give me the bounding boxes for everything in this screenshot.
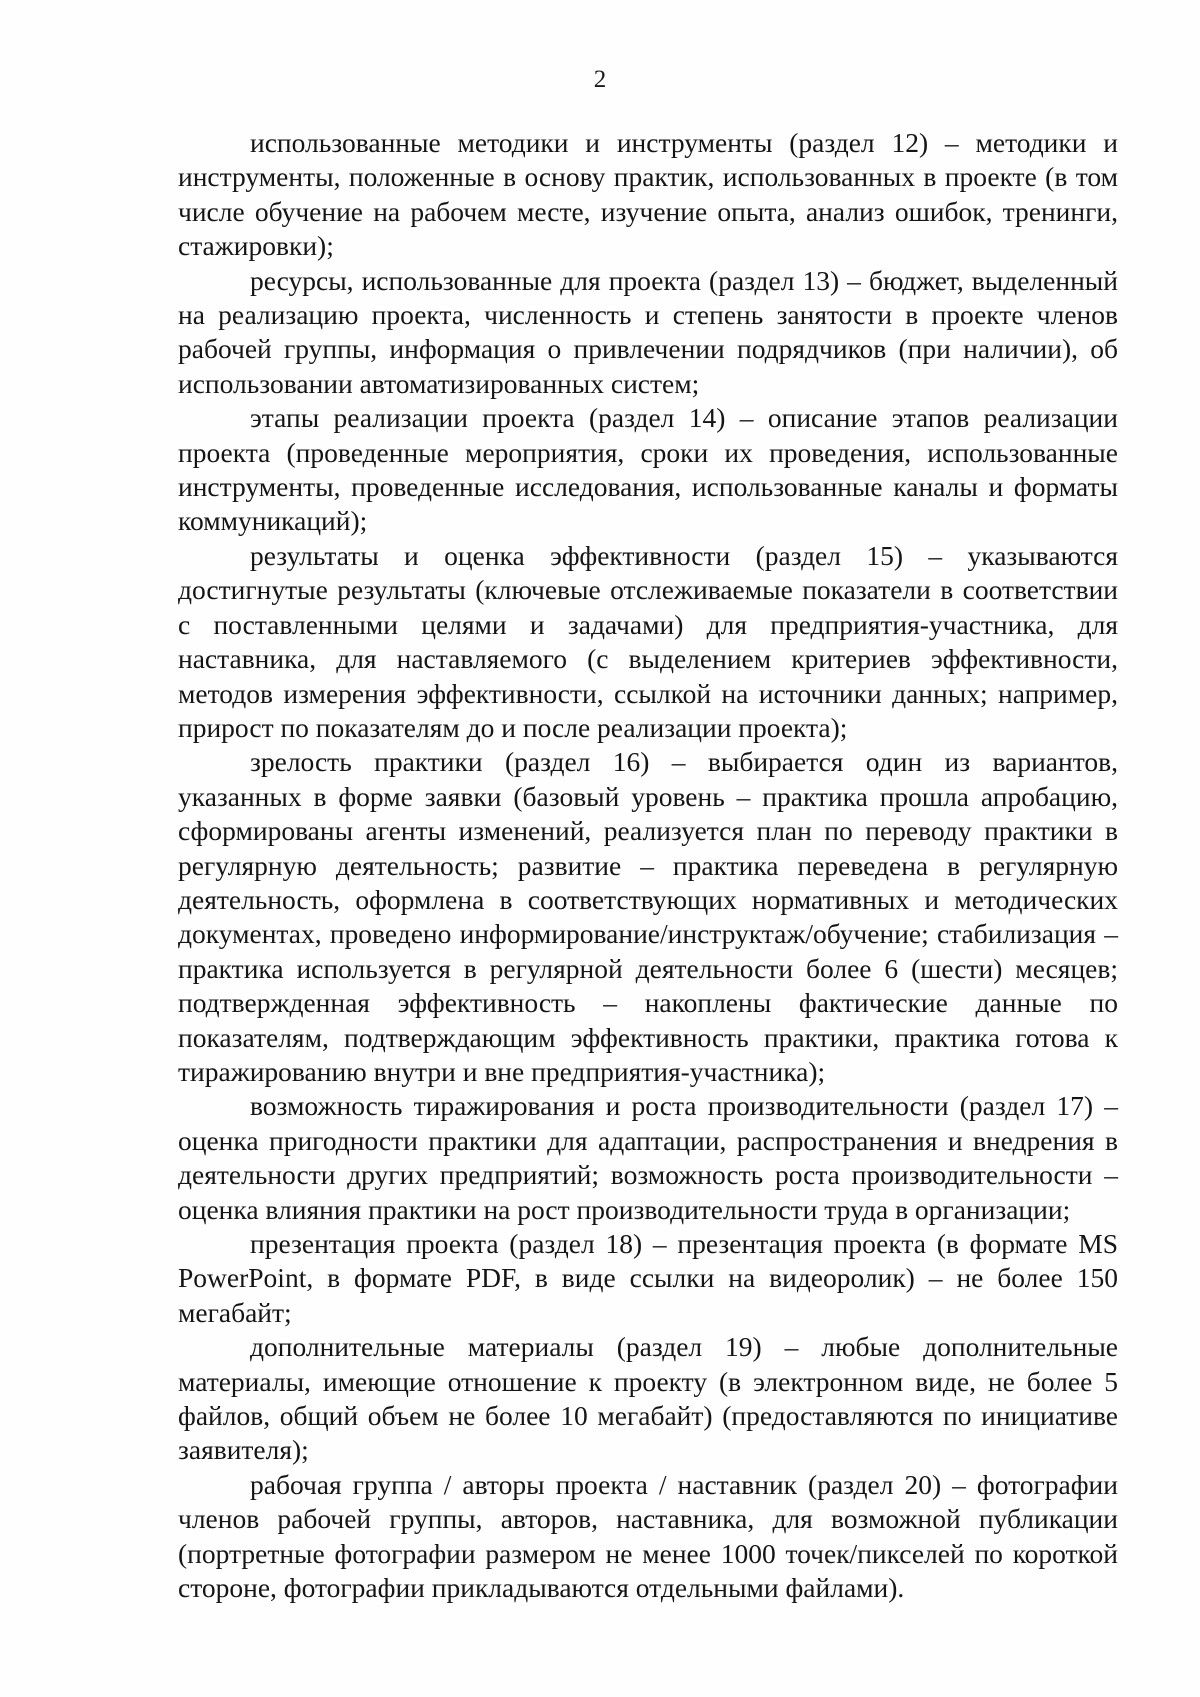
- paragraph-implementation-stages: этапы реализации проекта (раздел 14) – описание этапов реализации проекта (проведенные мероприятия, сроки их проведения, использованные инструменты, проведенные исследования, использованные каналы и форматы коммуникаций);: [178, 402, 1118, 537]
- paragraph-methods-tools: использованные методики и инструменты (раздел 12) – методики и инструменты, положенные в основу практик, использованных в проекте (в том числе обучение на рабочем месте, изучение опыта, анализ ошибок, тренинги, стажировки);: [178, 127, 1118, 262]
- paragraph-practice-maturity: зрелость практики (раздел 16) – выбирается один из вариантов, указанных в форме заявки (базовый уровень – практика прошла апробацию, сформированы агенты изменений, реализуется план по переводу практики в регулярную деятельность; развитие – практика переведена в регулярную деятельность, оформлена в соответствующих нормативных и методических документах, проведено информирование/инструктаж/обучение; стабилизация – практика используется в регулярной деятельности более 6 (шести) месяцев; подтвержденная эффективность – накоплены фактические данные по показателям, подтверждающим эффективность практики, практика готова к тиражированию внутри и вне предприятия-участника);: [178, 746, 1118, 1087]
- paragraph-working-group: рабочая группа / авторы проекта / наставник (раздел 20) – фотографии членов рабочей группы, авторов, наставника, для возможной публикации (портретные фотографии размером не менее 1000 точек/пикселей по короткой стороне, фотографии прикладываются отдельными файлами).: [178, 1468, 1118, 1604]
- document-body: [178, 126, 1118, 1605]
- paragraph-replication-productivity: возможность тиражирования и роста производительности (раздел 17) – оценка пригодности практики для адаптации, распространения и внедрения в деятельности других предприятий; возможность роста производительности – оценка влияния практики на рост производительности труда в организации;: [178, 1090, 1118, 1225]
- paragraph-results-efficiency: результаты и оценка эффективности (раздел 15) – указываются достигнутые результаты (ключевые отслеживаемые показатели в соответствии с поставленными целями и задачами) для предприятия-участника, для наставника, для наставляемого (с выделением критериев эффективности, методов измерения эффективности, ссылкой на источники данных; например, прирост по показателям до и после реализации проекта);: [178, 539, 1118, 743]
- paragraph-presentation: презентация проекта (раздел 18) – презентация проекта (в формате MS PowerPoint, в формате PDF, в виде ссылки на видеоролик) – не более 150 мегабайт;: [178, 1228, 1118, 1328]
- paragraph-resources: ресурсы, использованные для проекта (раздел 13) – бюджет, выделенный на реализацию проекта, численность и степень занятости в проекте членов рабочей группы, информация о привлечении подрядчиков (при наличии), об использовании автоматизированных систем;: [178, 264, 1118, 399]
- paragraph-additional-materials: дополнительные материалы (раздел 19) – любые дополнительные материалы, имеющие отношение к проекту (в электронном виде, не более 5 файлов, общий объем не более 10 мегабайт) (предоставляются по инициативе заявителя);: [178, 1331, 1118, 1466]
- page-number: 2: [593, 66, 607, 93]
